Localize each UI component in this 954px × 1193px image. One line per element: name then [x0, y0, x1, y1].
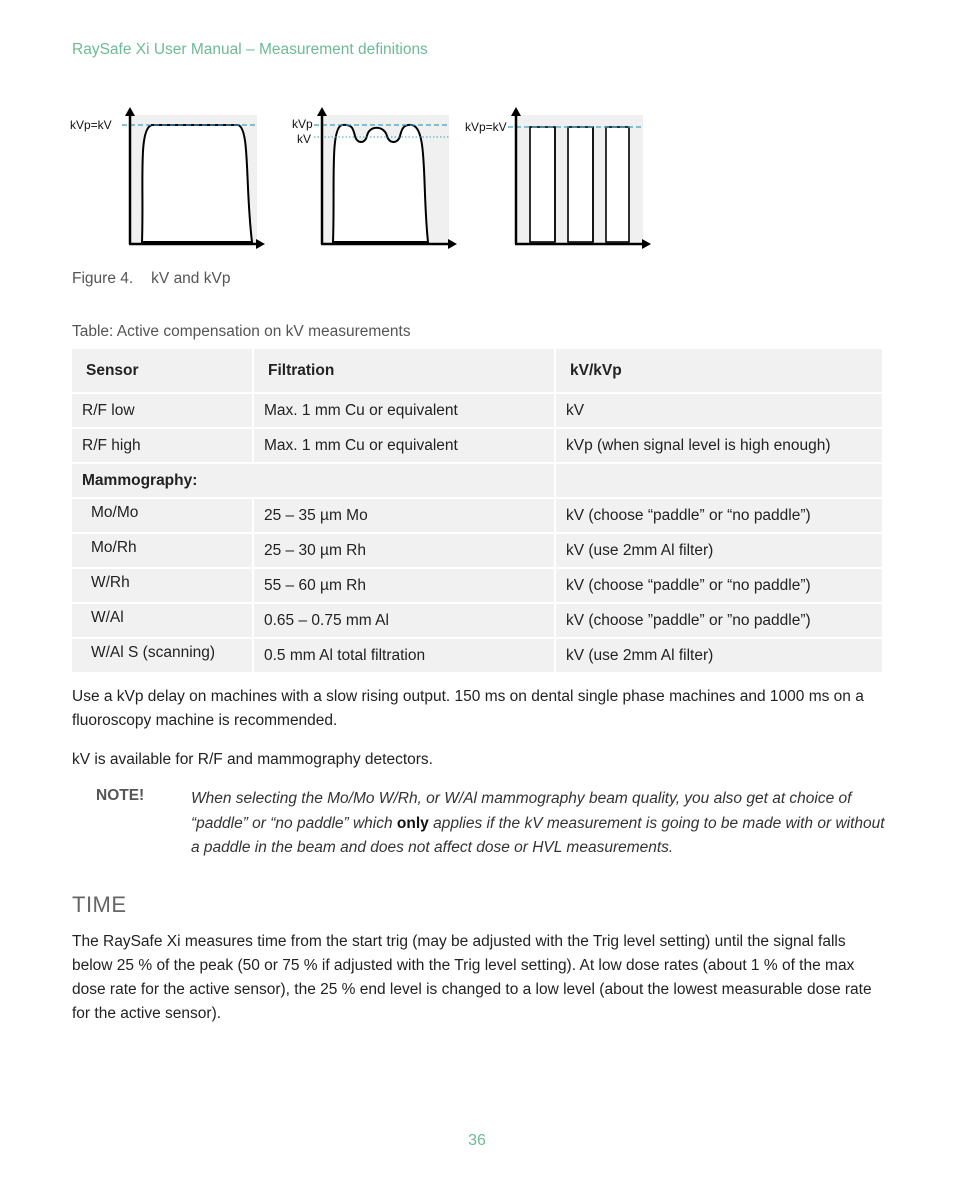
cell-kv: kV (use 2mm Al filter) — [555, 638, 882, 672]
figure-panel-kvp-equals-kv — [66, 104, 271, 252]
cell-filtration: 55 – 60 µm Rh — [253, 568, 555, 603]
sensor-label: W/Rh — [91, 573, 130, 591]
kvp-equals-kv-label: kVp=kV — [465, 120, 507, 134]
cell-filtration: 0.5 mm Al total filtration — [253, 638, 555, 672]
cell-filtration: 25 – 35 µm Mo — [253, 498, 555, 533]
table-row-mammography-heading — [72, 463, 882, 498]
sensor-label: Mo/Mo — [91, 503, 139, 521]
table-row — [72, 533, 882, 568]
table-row — [72, 428, 882, 463]
cell-kv: kV (use 2mm Al filter) — [555, 533, 882, 568]
running-header: RaySafe Xi User Manual – Measurement definitions — [72, 41, 428, 58]
table-row — [72, 568, 882, 603]
cell-sensor — [72, 498, 253, 533]
sensor-label: W/Al S (scanning) — [91, 643, 216, 661]
time-paragraph: The RaySafe Xi measures time from the start trig (may be adjusted with the Trig level setting) until the signal falls below 25 % of the peak (50 or 75 % if adjusted with the Trig level setting). At low dose rates (about 1 % of the max dose rate for the active sensor), the 25 % end level is changed to a low level (about the lowest measurable dose rate for the active sensor). — [72, 933, 872, 1022]
sensor-label: W/Al — [91, 608, 124, 626]
cell-sensor — [72, 638, 253, 672]
kv-compensation-table — [72, 349, 882, 672]
page-number: 36 — [468, 1132, 486, 1149]
kv-label: kV — [297, 132, 312, 146]
table-header-row — [72, 349, 882, 393]
cell-sensor — [72, 603, 253, 638]
table-row — [72, 603, 882, 638]
cell-sensor: R/F low — [72, 393, 253, 428]
section-heading-time: TIME — [72, 892, 127, 917]
cell-kv: kV (choose “paddle” or “no paddle”) — [555, 498, 882, 533]
sensor-label: Mo/Rh — [91, 538, 137, 556]
cell-kv — [555, 463, 882, 498]
cell-kv: kV (choose ”paddle” or ”no paddle”) — [555, 603, 882, 638]
header-kv-kvp: kV/kVp — [555, 349, 882, 393]
cell-filtration: 0.65 – 0.75 mm Al — [253, 603, 555, 638]
table-caption: Table: Active compensation on kV measurements — [72, 323, 411, 340]
kvp-label: kVp — [292, 117, 313, 131]
cell-kv: kV — [555, 393, 882, 428]
cell-filtration: Max. 1 mm Cu or equivalent — [253, 393, 555, 428]
figure-panel-ripple — [258, 104, 463, 252]
table-row — [72, 638, 882, 672]
availability-paragraph: kV is available for R/F and mammography detectors. — [72, 751, 433, 768]
cell-sensor — [72, 533, 253, 568]
note-label: NOTE! — [96, 787, 145, 804]
cell-filtration: Max. 1 mm Cu or equivalent — [253, 428, 555, 463]
figure-panel-pulsed — [452, 104, 657, 252]
note-text-before: When selecting the Mo/Mo W/Rh, or W/Al mammography beam quality, you also get at choice of “paddle” or “no paddle” which — [191, 790, 852, 832]
figure-number: Figure 4. — [72, 270, 134, 287]
cell-sensor: R/F high — [72, 428, 253, 463]
cell-sensor — [72, 568, 253, 603]
note-text — [191, 787, 886, 861]
note-emphasis: only — [396, 814, 429, 832]
cell-filtration: 25 – 30 µm Rh — [253, 533, 555, 568]
kvp-equals-kv-label: kVp=kV — [70, 118, 112, 132]
figure-caption — [72, 270, 230, 288]
table-row — [72, 393, 882, 428]
cell-kv: kVp (when signal level is high enough) — [555, 428, 882, 463]
note-text-after: applies if the kV measurement is going to be made with or without a paddle in the beam and does not affect dose or HVL measurements. — [191, 814, 885, 856]
header-sensor: Sensor — [72, 349, 253, 393]
header-filtration: Filtration — [253, 349, 555, 393]
kvp-delay-paragraph: Use a kVp delay on machines with a slow rising output. 150 ms on dental single phase machines and 1000 ms on a fluoroscopy machine is recommended. — [72, 688, 864, 729]
figure-title: kV and kVp — [151, 270, 231, 287]
cell-kv: kV (choose “paddle” or “no paddle”) — [555, 568, 882, 603]
cell-group-heading: Mammography: — [72, 463, 555, 498]
table-row — [72, 498, 882, 533]
